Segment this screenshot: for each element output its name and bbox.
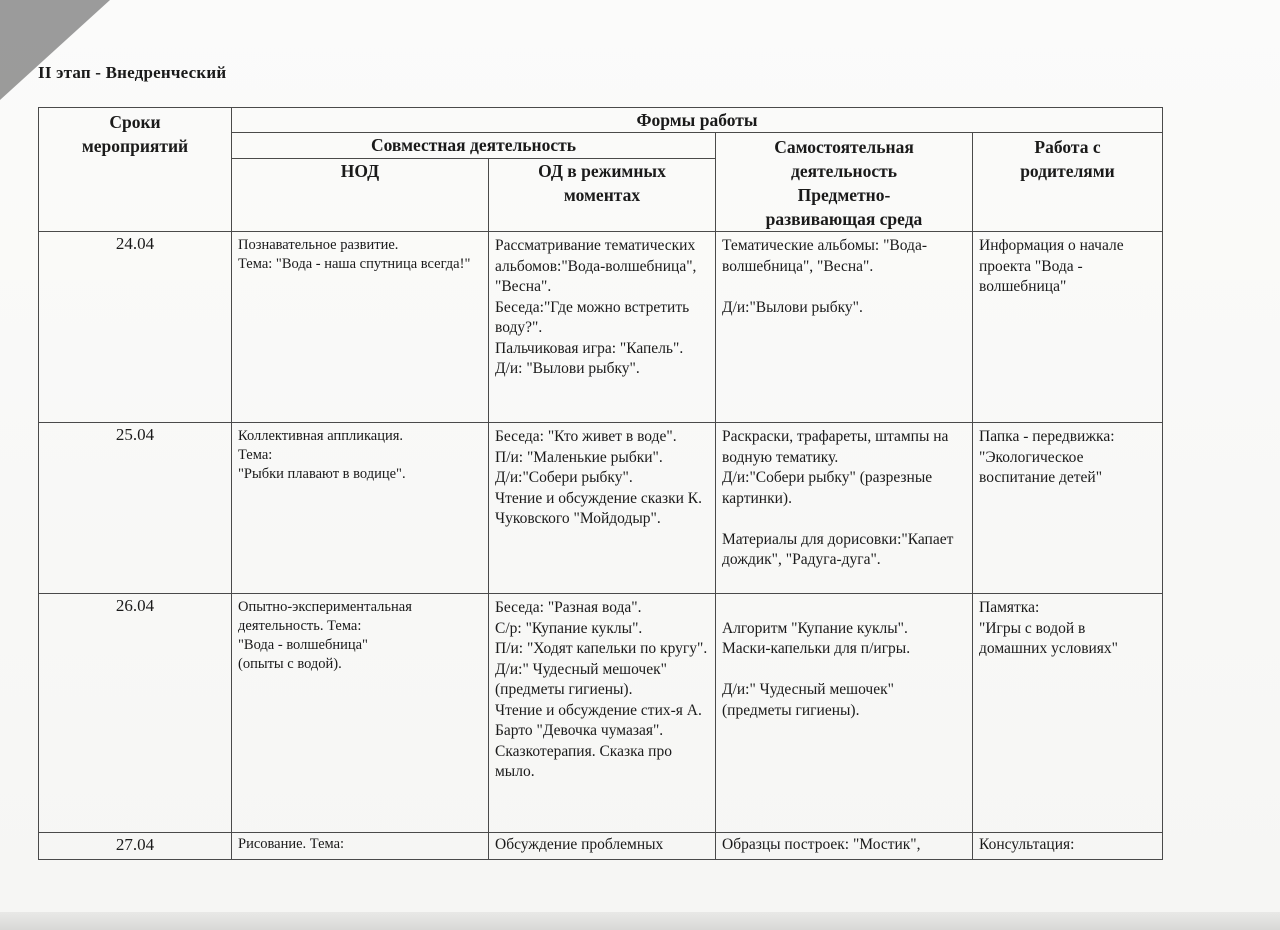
header-parents: Работа с родителями [973,133,1163,232]
row-independent: Образцы построек: "Мостик", [716,833,973,860]
activity-plan-table [38,107,1163,860]
row-date: 27.04 [39,833,232,860]
header-nod: НОД [232,158,489,231]
table-row [39,232,1163,423]
page-bottom-edge [0,912,1280,930]
row-parents: Папка - передвижка: "Экологическое воспитание детей" [973,423,1163,594]
row-parents: Памятка: "Игры с водой в домашних условиях" [973,594,1163,833]
row-parents: Информация о начале проекта "Вода - волшебница" [973,232,1163,423]
header-dates: Сроки мероприятий [39,108,232,232]
row-od: Обсуждение проблемных [489,833,716,860]
row-independent: Раскраски, трафареты, штампы на водную тематику. Д/и:"Собери рыбку" (разрезные картинки). Материалы для дорисовки:"Капает дождик", "Радуга-дуга". [716,423,973,594]
row-nod: Коллективная аппликация. Тема: "Рыбки плавают в водице". [232,423,489,594]
table-row [39,594,1163,833]
row-date: 24.04 [39,232,232,423]
folded-corner-shadow [0,0,110,100]
header-od: ОД в режимных моментах [489,158,716,231]
row-parents: Консультация: [973,833,1163,860]
row-nod: Опытно-экспериментальная деятельность. Тема: "Вода - волшебница" (опыты с водой). [232,594,489,833]
table-row [39,423,1163,594]
row-od: Беседа: "Кто живет в воде". П/и: "Маленькие рыбки". Д/и:"Собери рыбку". Чтение и обсуждение сказки К. Чуковского "Мойдодыр". [489,423,716,594]
row-od: Рассматривание тематических альбомов:"Вода-волшебница", "Весна". Беседа:"Где можно встретить воду?". Пальчиковая игра: "Капель". Д/и: "Вылови рыбку". [489,232,716,423]
header-independent-activity: Самостоятельная деятельность Предметно-развивающая среда [716,133,973,232]
stage-title: II этап - Внедренческий [38,63,227,82]
row-nod: Познавательное развитие. Тема: "Вода - наша спутница всегда!" [232,232,489,423]
table-row [39,833,1163,860]
row-nod: Рисование. Тема: [232,833,489,860]
row-independent: Тематические альбомы: "Вода-волшебница", "Весна". Д/и:"Вылови рыбку". [716,232,973,423]
header-joint-activity: Совместная деятельность [232,133,716,159]
row-date: 25.04 [39,423,232,594]
row-od: Беседа: "Разная вода". С/р: "Купание куклы". П/и: "Ходят капельки по кругу". Д/и:" Чудесный мешочек" (предметы гигиены). Чтение и обсуждение стих-я А. Барто "Девочка чумазая". Сказкотерапия. Сказка про мыло. [489,594,716,833]
header-forms: Формы работы [232,108,1163,133]
row-independent: Алгоритм "Купание куклы". Маски-капельки для п/игры. Д/и:" Чудесный мешочек" (предметы гигиены). [716,594,973,833]
row-date: 26.04 [39,594,232,833]
